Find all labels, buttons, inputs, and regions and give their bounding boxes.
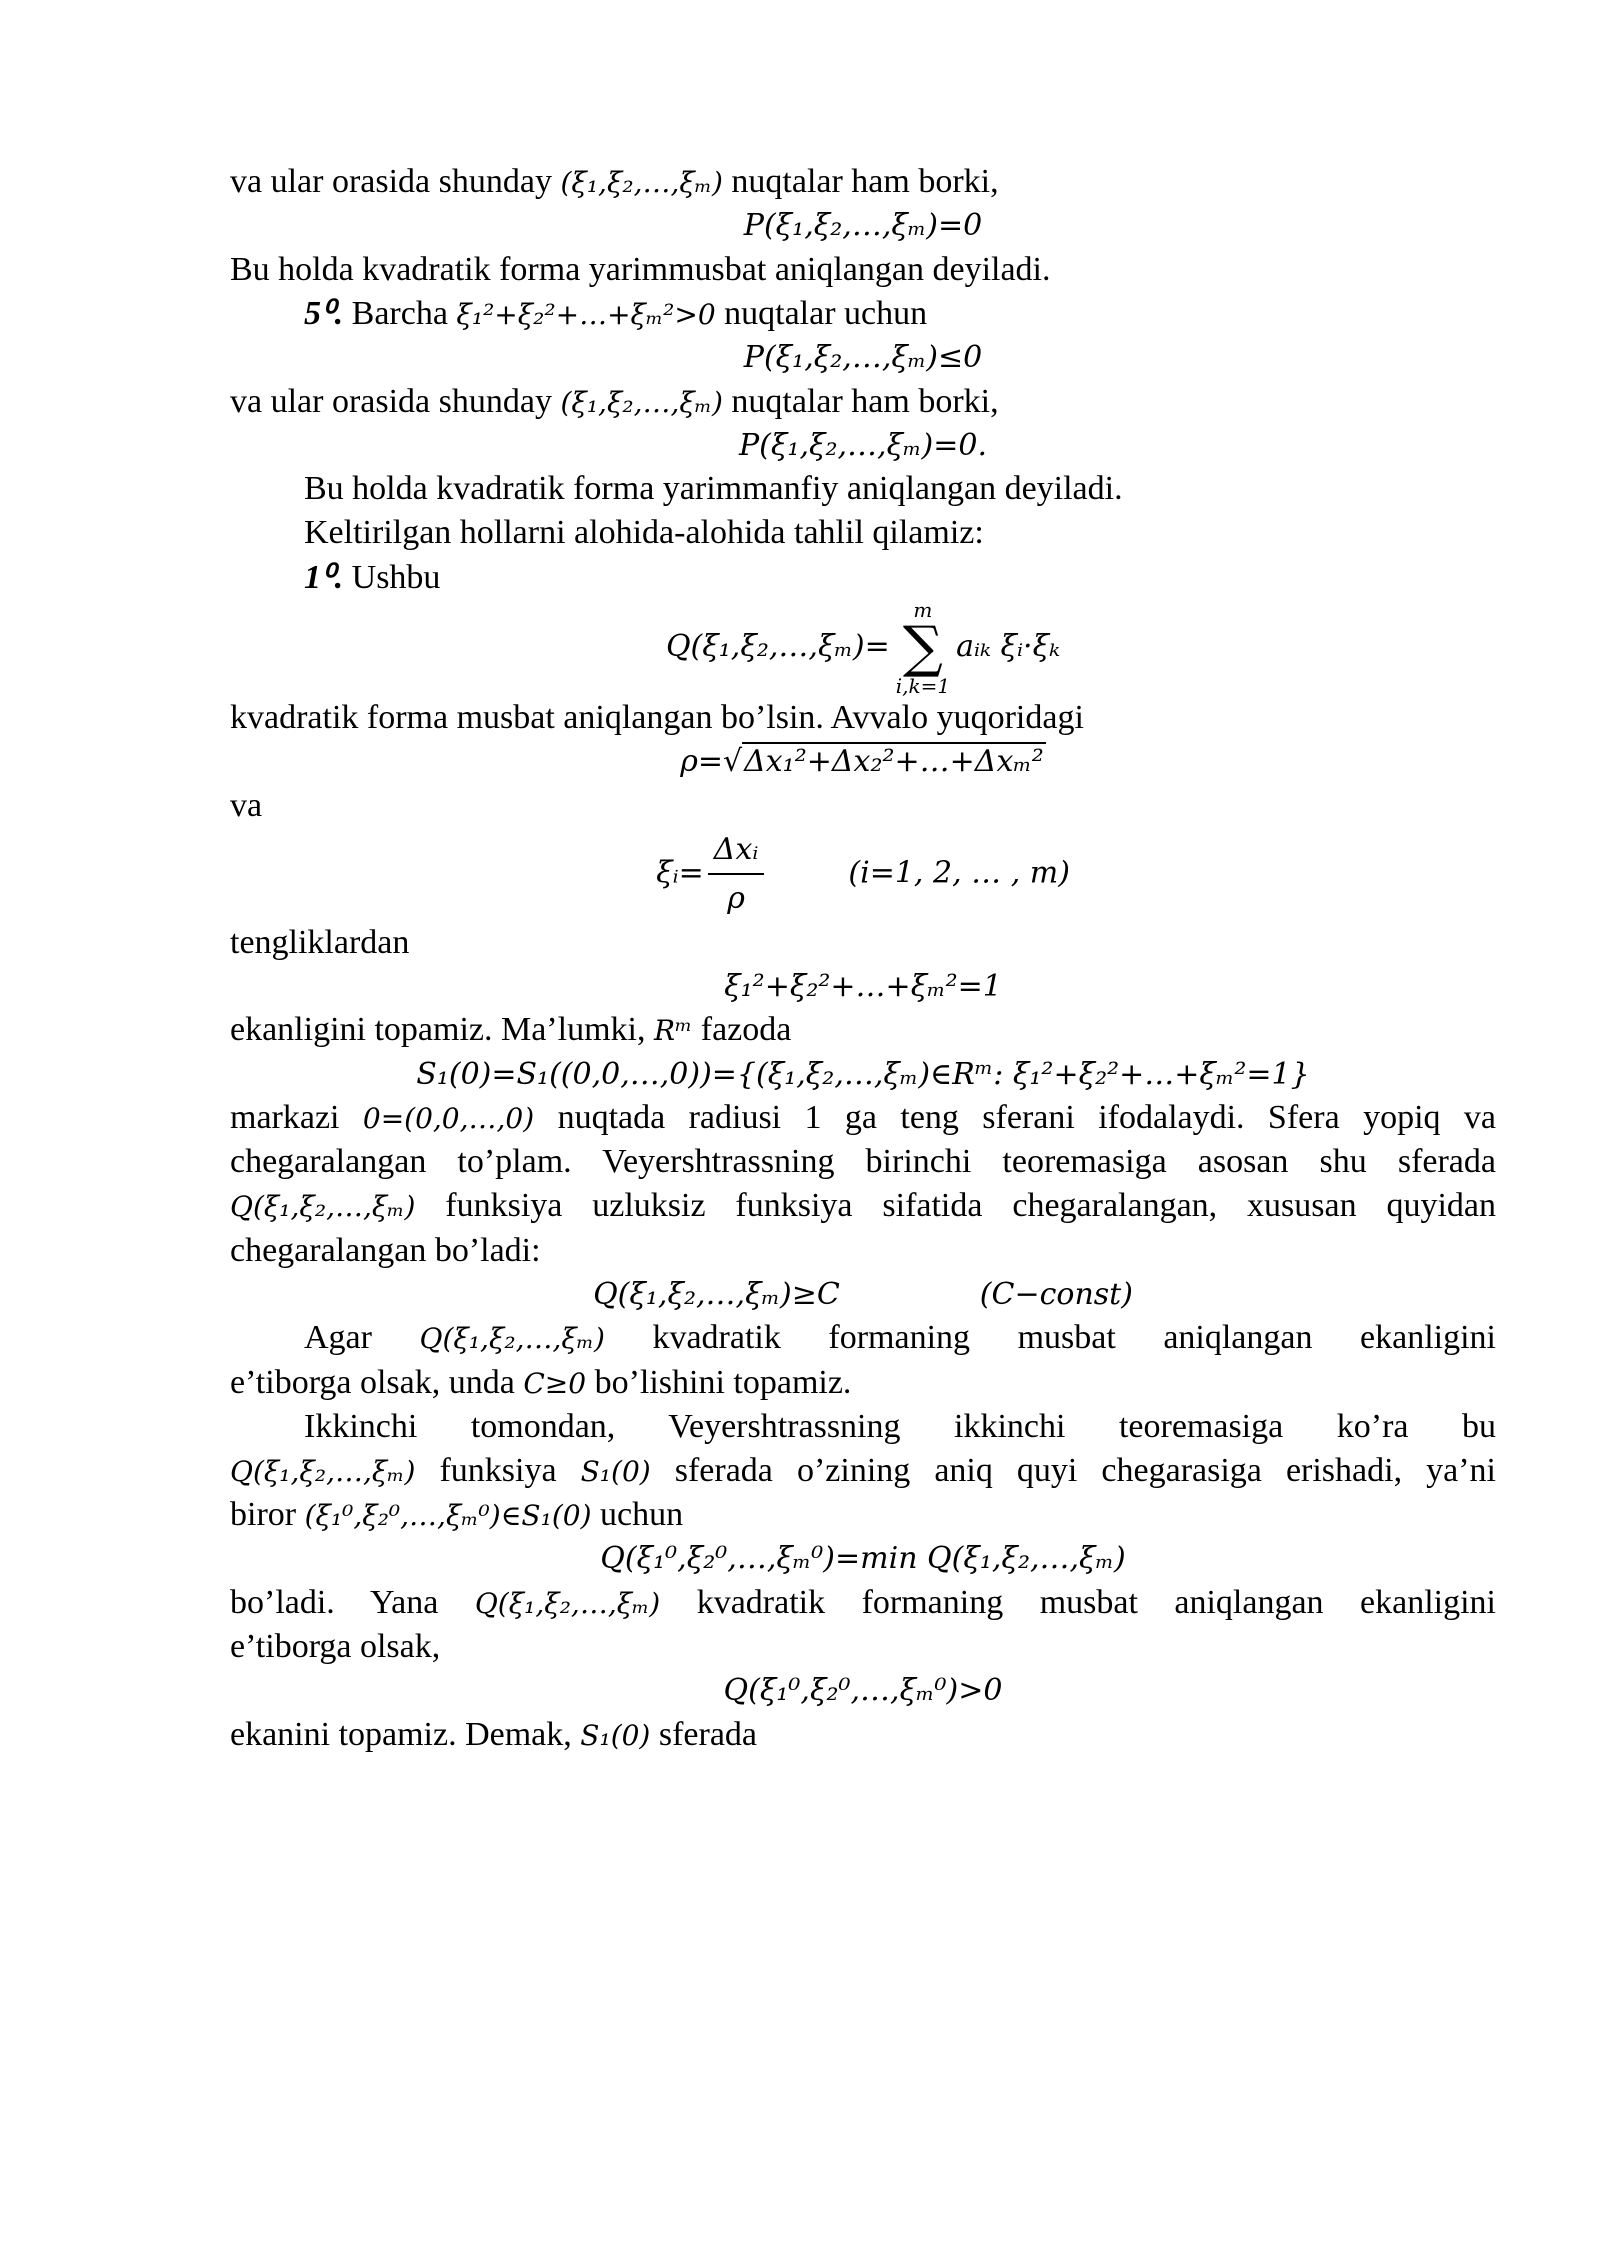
document-page: [230, 160, 1496, 1757]
math-inline: (ξ₁,ξ₂,…,ξₘ): [560, 385, 723, 419]
equation: Q(ξ₁,ξ₂,…,ξₘ)≥C (C−const): [593, 1276, 1133, 1312]
text-line: chegaralangan to’plam. Veyershtrassning birinchi teoremasiga asosan shu sferada: [230, 1143, 1496, 1181]
text-line: va: [230, 786, 263, 824]
text-line: 1⁰. Ushbu: [304, 558, 441, 596]
text-line: 5⁰. Barcha ξ₁²+ξ₂²+…+ξₘ²>0 nuqtalar uchun: [304, 294, 928, 332]
text-line: va ular orasida shunday (ξ₁,ξ₂,…,ξₘ) nuqtalar ham borki,: [230, 163, 999, 200]
text-line: Keltirilgan hollarni alohida-alohida tahlil qilamiz:: [304, 514, 984, 552]
text-line: Agar Q(ξ₁,ξ₂,…,ξₘ) kvadratik formaning musbat aniqlangan ekanligini: [304, 1319, 1497, 1357]
math-inline: Rᵐ: [653, 1014, 693, 1048]
math-inline: ξ₁²+ξ₂²+…+ξₘ²>0: [456, 297, 716, 331]
math-inline: Q(ξ₁,ξ₂,…,ξₘ): [419, 1322, 605, 1356]
fraction: $\frac{\text{Δxᵢ}}{\rho}$: [708, 828, 765, 921]
text-line: va ular orasida shunday (ξ₁,ξ₂,…,ξₘ) nuqtalar ham borki,: [230, 382, 999, 420]
math-inline: Q(ξ₁,ξ₂,…,ξₘ): [474, 1586, 661, 1620]
equation: Q(ξ₁⁰,ξ₂⁰,…,ξₘ⁰)>0: [723, 1673, 1003, 1709]
math-inline: Q(ξ₁,ξ₂,…,ξₘ): [230, 1190, 416, 1224]
text-line: Bu holda kvadratik forma yarimmanfiy aniqlangan deyiladi.: [304, 470, 1123, 508]
equation-quadratic-form: Q(ξ₁,ξ₂,…,ξₘ)= m ∑ i,k=1 aᵢₖ ξᵢ·ξₖ: [665, 597, 1061, 698]
equation-xi: ξᵢ= $\frac{\text{Δxᵢ}}{\rho}$ (i=1, 2, … , m): [230, 828, 1496, 921]
summation: m ∑ i,k=1: [895, 597, 951, 698]
text-line: markazi 0=(0,0,…,0) nuqtada radiusi 1 ga teng sferani ifodalaydi. Sfera yopiq va: [230, 1099, 1496, 1137]
equation: P(ξ₁,ξ₂,…,ξₘ)=0.: [739, 427, 987, 463]
text-line: Bu holda kvadratik forma yarimmusbat aniqlangan deyiladi.: [230, 250, 1051, 288]
text-line: ekanligini topamiz. Ma’lumki, Rᵐ fazoda: [230, 1011, 792, 1049]
math-inline: S₁(0): [580, 1718, 651, 1752]
equation: P(ξ₁,ξ₂,…,ξₘ)≤0: [743, 340, 983, 376]
equation-sphere: S₁(0)=S₁((0,0,…,0))={(ξ₁,ξ₂,…,ξₘ)∈Rᵐ: ξ₁²+ξ₂²+…+ξₘ²=1}: [416, 1056, 1310, 1092]
text-line: Q(ξ₁,ξ₂,…,ξₘ) funksiya uzluksiz funksiya sifatida chegaralangan, xususan quyidan: [230, 1187, 1497, 1225]
text-line: bo’ladi. Yana Q(ξ₁,ξ₂,…,ξₘ) kvadratik formaning musbat aniqlangan ekanligini: [230, 1583, 1497, 1621]
text-line: ekanini topamiz. Demak, S₁(0) sferada: [230, 1715, 758, 1753]
equation: ξ₁²+ξ₂²+…+ξₘ²=1: [724, 968, 1002, 1004]
equation: P(ξ₁,ξ₂,…,ξₘ)=0: [743, 208, 983, 244]
text-line: chegaralangan bo’ladi:: [230, 1231, 541, 1269]
text-line: biror (ξ₁⁰,ξ₂⁰,…,ξₘ⁰)∈S₁(0) uchun: [230, 1496, 684, 1534]
text-line: Ikkinchi tomondan, Veyershtrassning ikkinchi teoremasiga ko’ra bu: [304, 1407, 1496, 1445]
text-line: kvadratik forma musbat aniqlangan bo’lsin. Avvalo yuqoridagi: [230, 698, 1084, 736]
equation-rho: ρ=√Δx₁²+Δx₂²+…+Δxₘ²: [680, 744, 1044, 779]
math-inline: S₁(0): [580, 1454, 651, 1488]
math-inline: (ξ₁⁰,ξ₂⁰,…,ξₘ⁰)∈S₁(0): [304, 1499, 592, 1533]
text-line: tengliklardan: [230, 923, 410, 961]
math-inline: (ξ₁,ξ₂,…,ξₘ): [560, 166, 723, 199]
math-inline: 0=(0,0,…,0): [362, 1102, 535, 1136]
text-line: e’tiborga olsak, unda C≥0 bo’lishini topamiz.: [230, 1363, 852, 1401]
math-inline: Q(ξ₁,ξ₂,…,ξₘ): [230, 1454, 416, 1488]
math-inline: C≥0: [523, 1366, 587, 1400]
equation: Q(ξ₁⁰,ξ₂⁰,…,ξₘ⁰)=min Q(ξ₁,ξ₂,…,ξₘ): [600, 1541, 1126, 1577]
text-line: Q(ξ₁,ξ₂,…,ξₘ) funksiya S₁(0) sferada o’zining aniq quyi chegarasiga erishadi, ya’ni: [230, 1451, 1496, 1489]
text-line: e’tiborga olsak,: [230, 1627, 441, 1665]
